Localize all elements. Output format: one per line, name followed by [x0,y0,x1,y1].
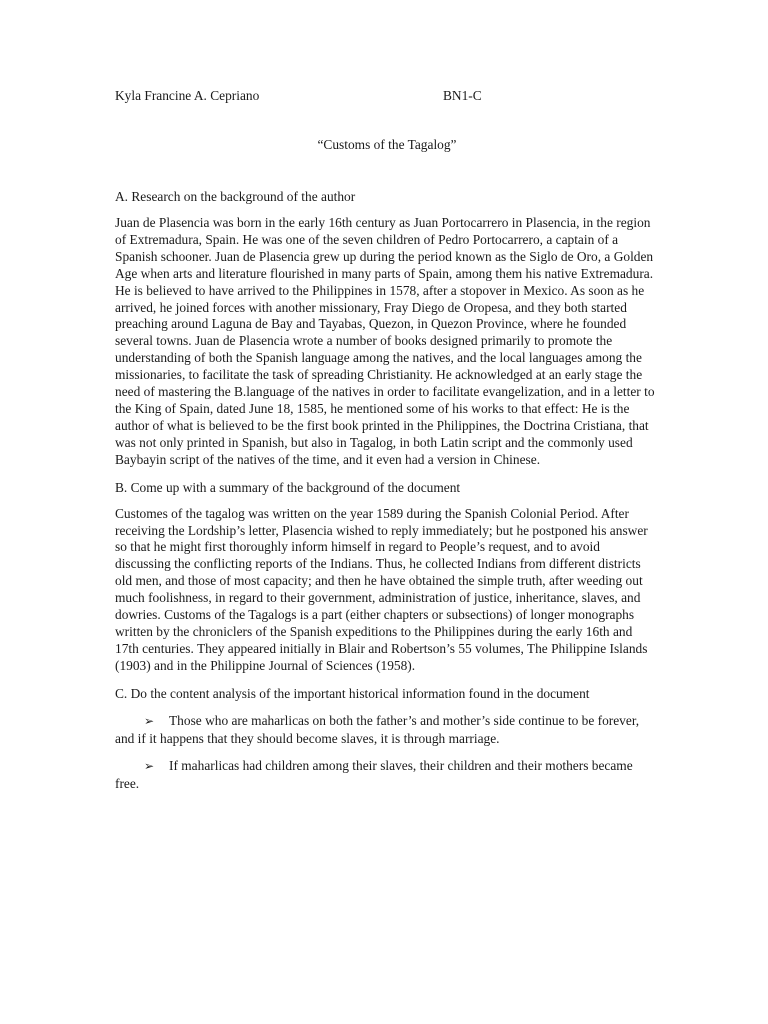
class-section: BN1-C [443,88,482,103]
list-item [115,712,655,747]
section-b-body: Customes of the tagalog was written on the year 1589 during the Spanish Colonial Period. After receiving the Lordship’s letter, Plasencia wished to reply immediately; but he postponed his answer so that he might first thoroughly inform himself in regard to People’s request, and to avoid discussing the conflicting reports of the Indians. Thus, he collected Indians from different districts old men, and those of most capacity; and then he have obtained the simple truth, after weeding out much foolishness, in regard to their government, administration of justice, inheritance, slaves, and dowries. Customs of the Tagalogs is a part (either chapters or subsections) of longer monographs written by the chroniclers of the Spanish expeditions to the Philippines during the early 16th and 17th centuries. They appeared initially in Blair and Robertson’s 55 volumes, The Philippine Islands (1903) and in the Philippine Journal of Sciences (1958). [115,505,648,673]
section-a-body: Juan de Plasencia was born in the early 16th century as Juan Portocarrero in Plasencia, in the region of Extremadura, Spain. He was one of the seven children of Pedro Portocarrero, a captain of a Spanish schooner. Juan de Plasencia grew up during the period known as the Siglo de Oro, a Golden Age when arts and literature flourished in many parts of Spain, among them his native Extremadura. He is believed to have arrived to the Philippines in 1578, after a stopover in Mexico. As soon as he arrived, he joined forces with another missionary, Fray Diego de Oropesa, and they both started preaching around Laguna de Bay and Tayabas, Quezon, in Quezon Province, where he founded several towns. Juan de Plasencia wrote a number of books designed primarily to promote the understanding of both the Spanish language among the natives, and the local languages among the missionaries, to facilitate the task of spreading Christianity. He acknowledged at an early stage the need of mastering the B.language of the natives in order to facilitate evangelization, and in a letter to the King of Spain, dated June 18, 1585, he mentioned some of his works to that effect: He is the author of what is believed to be the first book printed in the Philippines, the Doctrina Cristiana, that was not only printed in Spanish, but also in Tagalog, in both Latin script and the commonly used Baybayin script of the natives of the time, and it even had a version in Chinese. [115,215,655,467]
list-item [115,757,655,792]
section-c-heading: C. Do the content analysis of the important historical information found in the document [115,685,590,701]
document-title: “Customs of the Tagalog” [317,137,457,152]
arrowhead-bullet-icon: ➢ [144,713,155,728]
section-b-heading: B. Come up with a summary of the background of the document [115,479,461,495]
bullet-text: Those who are maharlicas on both the father’s and mother’s side continue to be forever, and if it happens that they should become slaves, it is through marriage. [115,712,640,746]
section-a-heading: A. Research on the background of the author [115,189,356,204]
bullet-text: If maharlicas had children among their slaves, their children and their mothers became free. [115,757,633,791]
arrowhead-bullet-icon: ➢ [144,758,155,773]
author-name: Kyla Francine A. Cepriano [115,88,260,103]
document-page [115,86,655,792]
document-header [115,86,655,106]
